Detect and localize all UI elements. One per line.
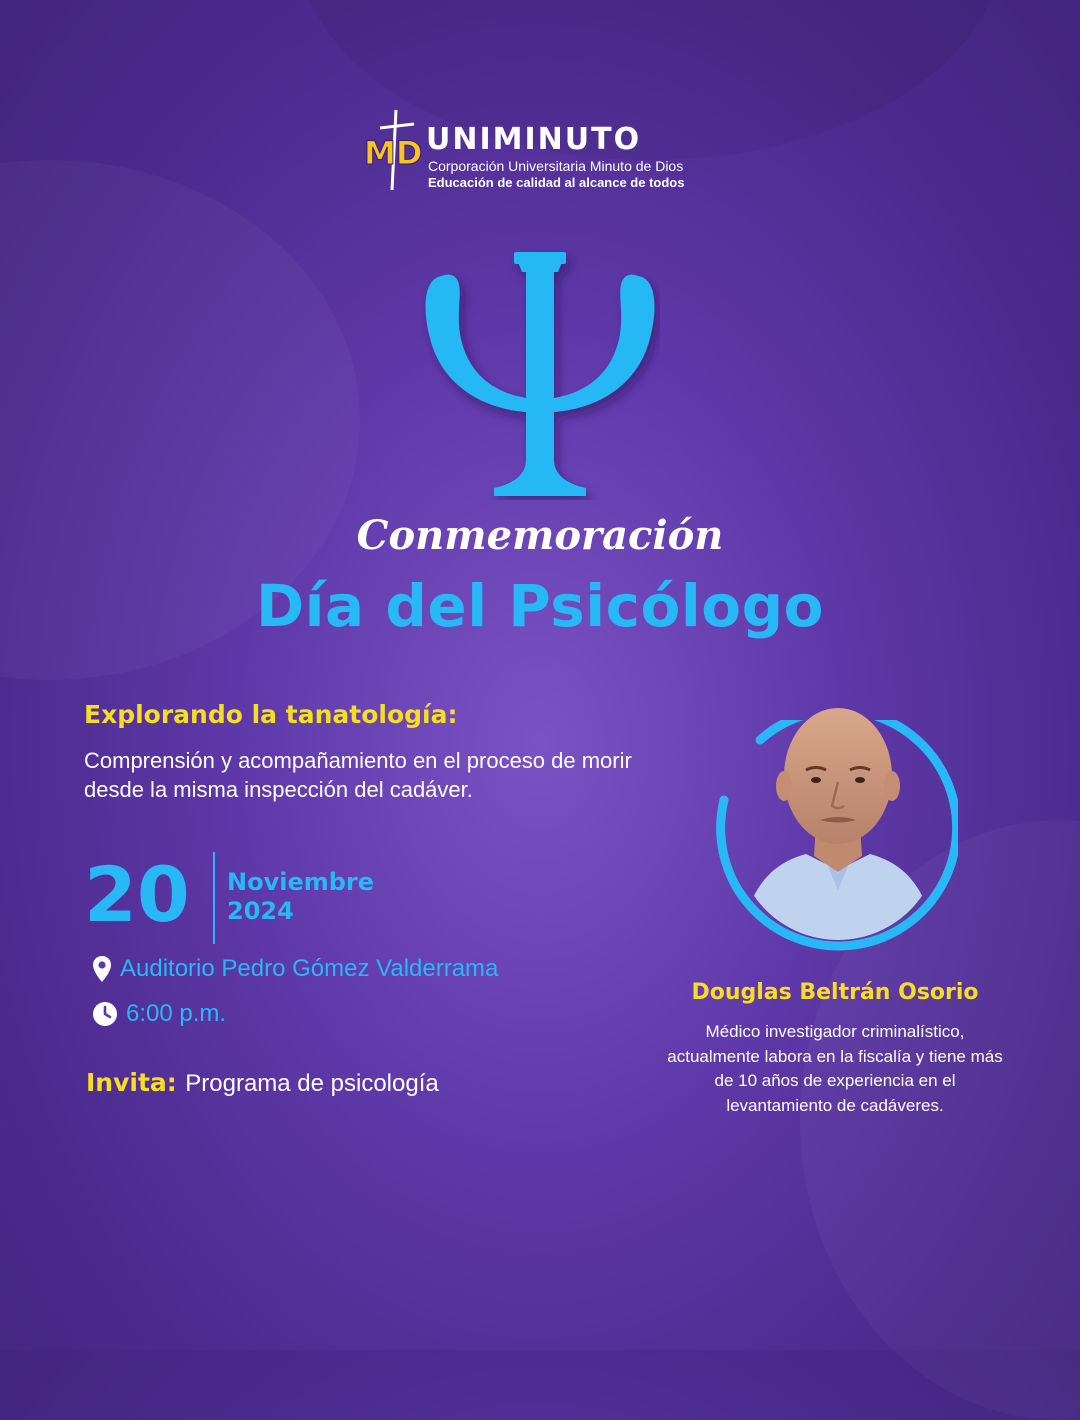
speaker-name: Douglas Beltrán Osorio (691, 980, 979, 1005)
host-label: Invita: (86, 1068, 177, 1097)
event-month: Noviembre (227, 868, 375, 896)
speaker-photo (736, 694, 940, 940)
venue-text: Auditorio Pedro Gómez Valderrama (120, 955, 499, 982)
venue-row (92, 955, 498, 983)
event-year: 2024 (227, 897, 294, 925)
location-pin-icon (92, 955, 112, 983)
speaker-bio: Médico investigador criminalístico, actualmente labora en la fiscalía y tiene más de 10 años de experiencia en el levantamiento de cadáveres. (667, 1022, 1003, 1115)
organization-name: Corporación Universitaria Minuto de Dios (428, 158, 684, 174)
event-title: Día del Psicólogo (256, 572, 824, 640)
psi-icon (420, 248, 660, 500)
event-month-year (227, 868, 374, 926)
organization-slogan: Educación de calidad al alcance de todos (428, 175, 685, 190)
date-divider (213, 852, 215, 944)
host-line (86, 1068, 439, 1098)
brand-name: UNIMINUTO (426, 122, 642, 157)
event-subtitle: Conmemoración (356, 512, 724, 559)
svg-text:MD: MD (364, 134, 423, 172)
speaker-portrait (736, 694, 940, 940)
clock-icon (92, 1001, 118, 1027)
talk-description: Comprensión y acompañamiento en el proceso de morir desde la misma inspección del cadáver. (84, 748, 632, 802)
time-text: 6:00 p.m. (126, 1000, 227, 1027)
time-row (92, 1000, 226, 1028)
talk-topic: Explorando la tanatología: (84, 700, 458, 729)
event-day: 20 (84, 850, 190, 939)
host-name: Programa de psicología (185, 1070, 439, 1097)
md-monogram-icon (362, 108, 424, 192)
uniminuto-logo (362, 108, 722, 192)
